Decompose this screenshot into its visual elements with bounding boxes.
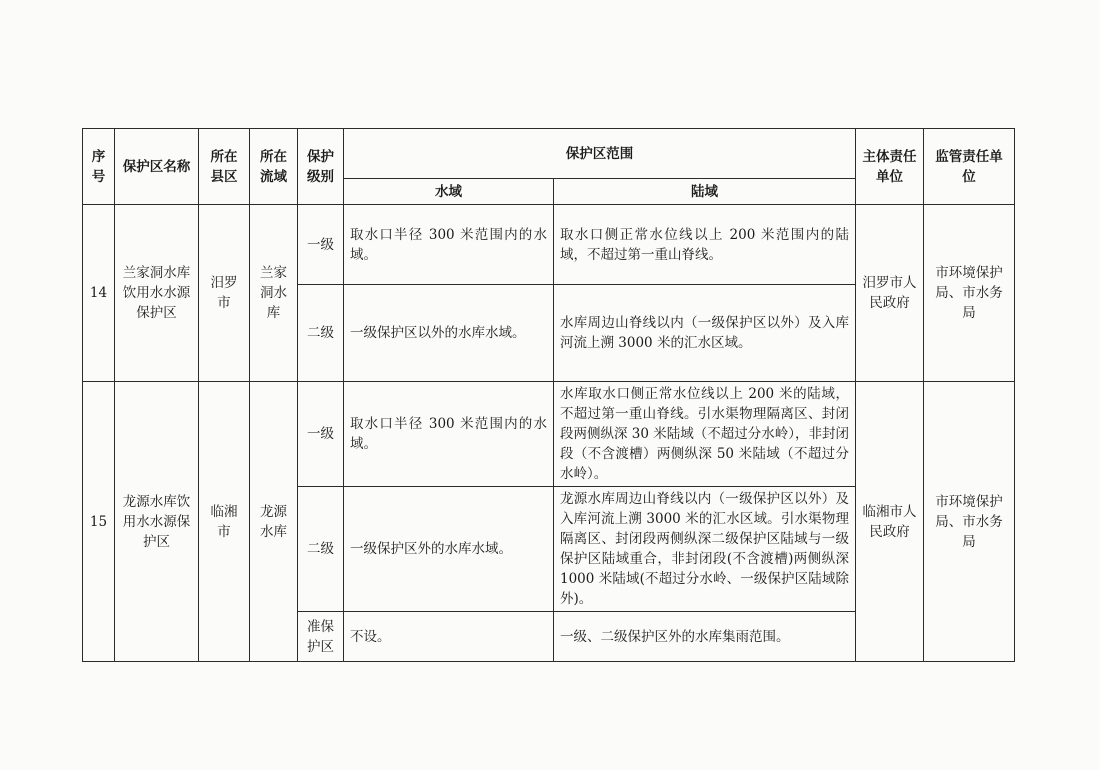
row-water: 一级保护区以外的水库水域。 — [344, 285, 554, 382]
row-water: 一级保护区外的水库水域。 — [344, 487, 554, 612]
row-land: 水库周边山脊线以内（一级保护区以外）及入库河流上溯 3000 米的汇水区域。 — [554, 285, 856, 382]
protection-zone-table — [82, 128, 1015, 662]
row-name: 兰家洞水库饮用水水源保护区 — [115, 205, 199, 382]
row-basin: 龙源水库 — [250, 382, 298, 662]
row-level: 二级 — [298, 285, 344, 382]
row-name: 龙源水库饮用水水源保护区 — [115, 382, 199, 662]
header-water: 水域 — [344, 179, 554, 205]
row-water: 取水口半径 300 米范围内的水域。 — [344, 382, 554, 487]
header-level: 保护级别 — [298, 129, 344, 205]
table-row — [83, 205, 1015, 285]
row-land: 龙源水库周边山脊线以内（一级保护区以外）及入库河流上溯 3000 米的汇水区域。引水渠物理隔离区、封闭段两侧纵深二级保护区陆域与一级保护区陆域重合，非封闭段(不含渡槽)两侧纵深 1000 米陆域(不超过分水岭、一级保护区陆域除外)。 — [554, 487, 856, 612]
row-county: 汨罗市 — [199, 205, 250, 382]
row-supervisor: 市环境保护局、市水务局 — [924, 382, 1015, 662]
row-level: 二级 — [298, 487, 344, 612]
header-row-1 — [83, 129, 1015, 179]
row-water: 不设。 — [344, 612, 554, 662]
header-county: 所在县区 — [199, 129, 250, 205]
row-level: 准保护区 — [298, 612, 344, 662]
row-supervisor: 市环境保护局、市水务局 — [924, 205, 1015, 382]
row-land: 水库取水口侧正常水位线以上 200 米的陆域，不超过第一重山脊线。引水渠物理隔离区、封闭段两侧纵深 30 米陆域（不超过分水岭），非封闭段（不含渡槽）两侧纵深 50 米陆域（不超过分水岭）。 — [554, 382, 856, 487]
header-name: 保护区名称 — [115, 129, 199, 205]
row-seq: 14 — [83, 205, 115, 382]
row-water: 取水口半径 300 米范围内的水域。 — [344, 205, 554, 285]
header-owner: 主体责任单位 — [856, 129, 924, 205]
header-land: 陆域 — [554, 179, 856, 205]
header-supervisor: 监管责任单位 — [924, 129, 1015, 205]
row-seq: 15 — [83, 382, 115, 662]
row-owner: 汨罗市人民政府 — [856, 205, 924, 382]
row-county: 临湘市 — [199, 382, 250, 662]
row-owner: 临湘市人民政府 — [856, 382, 924, 662]
row-level: 一级 — [298, 205, 344, 285]
row-level: 一级 — [298, 382, 344, 487]
table-row — [83, 382, 1015, 487]
header-range: 保护区范围 — [344, 129, 856, 179]
header-seq: 序号 — [83, 129, 115, 205]
header-basin: 所在流域 — [250, 129, 298, 205]
row-basin: 兰家洞水库 — [250, 205, 298, 382]
row-land: 一级、二级保护区外的水库集雨范围。 — [554, 612, 856, 662]
row-land: 取水口侧正常水位线以上 200 米范围内的陆域，不超过第一重山脊线。 — [554, 205, 856, 285]
